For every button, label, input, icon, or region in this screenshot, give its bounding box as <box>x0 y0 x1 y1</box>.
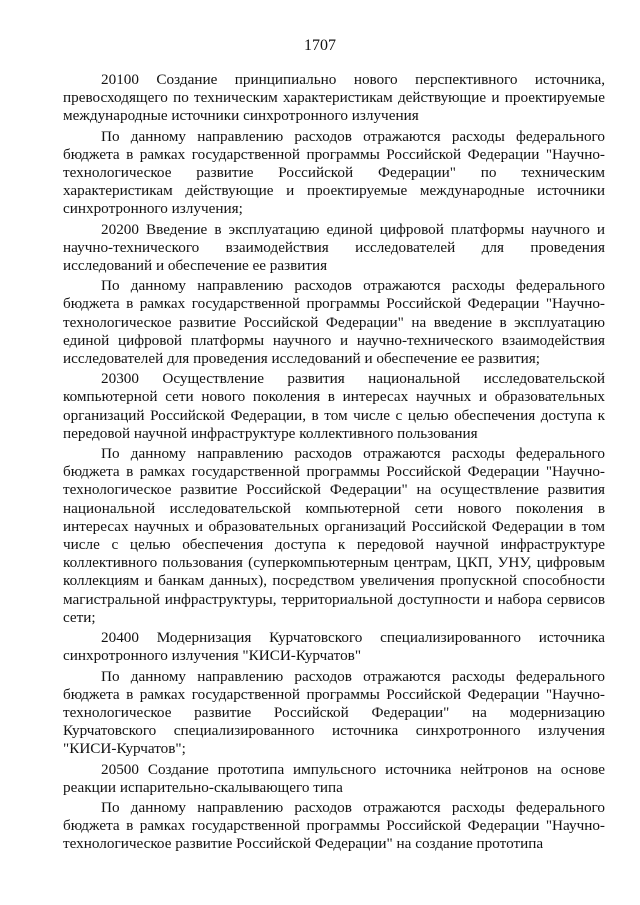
expense-code-20200-title: 20200 Введение в эксплуатацию единой цифровой платформы научного и научно-технического взаимодействия исследователей для проведения исследований и обеспечение ее развития <box>63 220 605 275</box>
expense-code-20100-description: По данному направлению расходов отражаются расходы федерального бюджета в рамках государственной программы Российской Федерации "Научно-технологическое развитие Российской Федерации" по техническим характеристикам действующие и проектируемые международные источники синхротронного излучения; <box>63 127 605 218</box>
expense-code-20100-title: 20100 Создание принципиально нового перспективного источника, превосходящего по техническим характеристикам действующие и проектируемые международные источники синхротронного излучения <box>63 71 605 125</box>
expense-code-20200-description: По данному направлению расходов отражаются расходы федерального бюджета в рамках государственной программы Российской Федерации "Научно-технологическое развитие Российской Федерации" на введение в эксплуатацию единой цифровой платформы научного и научно-технического взаимодействия исследователей для проведения исследований и обеспечение ее развития; <box>63 277 605 368</box>
document-body <box>63 71 605 854</box>
expense-code-20400-description: По данному направлению расходов отражаются расходы федерального бюджета в рамках государственной программы Российской Федерации "Научно-технологическое развитие Российской Федерации" на модернизацию Курчатовского специализированного источника синхротронного излучения "КИСИ-Курчатов"; <box>63 667 605 758</box>
expense-code-20300-title: 20300 Осуществление развития национальной исследовательской компьютерной сети нового поколения в интересах научных и образовательных организаций Российской Федерации, в том числе с целью обеспечения доступа к передовой научной инфраструктуре коллективного пользования <box>63 370 605 442</box>
expense-code-20400-title: 20400 Модернизация Курчатовского специализированного источника синхротронного излучения "КИСИ-Курчатов" <box>63 629 605 665</box>
expense-code-20300-description: По данному направлению расходов отражаются расходы федерального бюджета в рамках государственной программы Российской Федерации "Научно-технологическое развитие Российской Федерации" на осуществление развития национальной исследовательской компьютерной сети нового поколения в интересах научных и образовательных организаций Российской Федерации в том числе с целью обеспечения доступа к передовой научной инфраструктуре коллективного пользования (суперкомпьютерным центрам, ЦКП, УНУ, цифровым коллекциям и банкам данных), посредством увеличения пропускной способности магистральной инфраструктуры, территориальной доступности и набора сервисов сети; <box>63 445 605 626</box>
expense-code-20500-description: По данному направлению расходов отражаются расходы федерального бюджета в рамках государственной программы Российской Федерации "Научно-технологическое развитие Российской Федерации" на создание прототипа <box>63 798 605 853</box>
page-number: 1707 <box>304 37 336 54</box>
expense-code-20500-title: 20500 Создание прототипа импульсного источника нейтронов на основе реакции испарительно-скалывающего типа <box>63 760 605 796</box>
